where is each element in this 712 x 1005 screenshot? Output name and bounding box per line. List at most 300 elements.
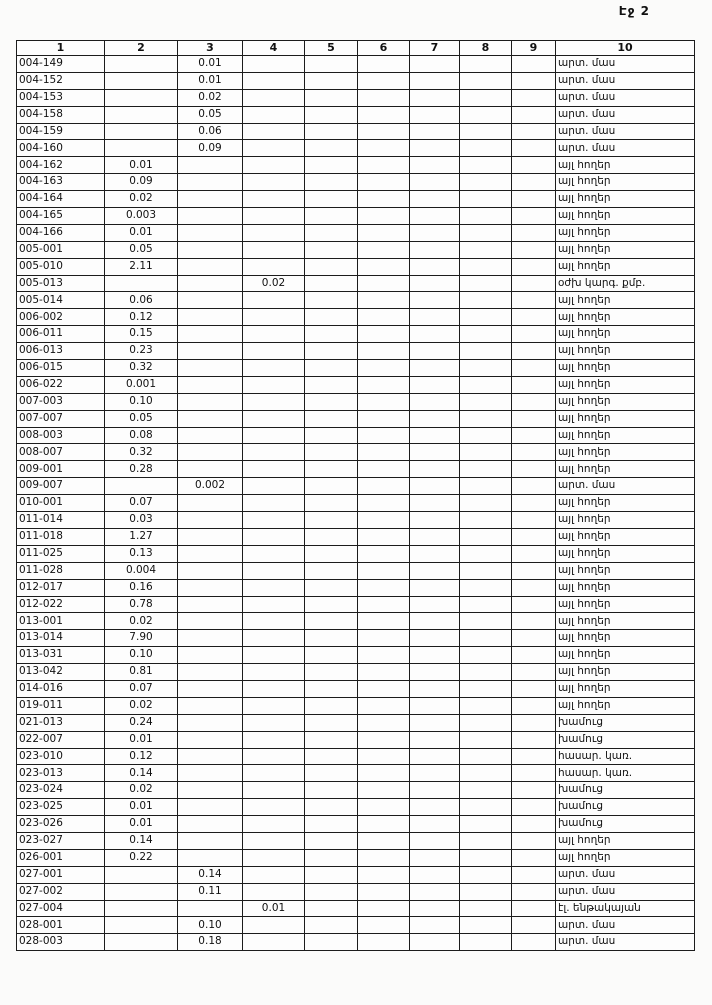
value-cell: 2.11	[105, 258, 178, 275]
column-header: 10	[556, 41, 695, 56]
value-cell	[178, 343, 243, 360]
parcel-code-cell: 004-149	[17, 56, 105, 73]
table-row	[17, 106, 695, 123]
value-cell	[460, 241, 512, 258]
land-category-cell: այլ հողեր	[556, 326, 695, 343]
land-category-cell: այլ հողեր	[556, 680, 695, 697]
table-row	[17, 224, 695, 241]
value-cell	[410, 630, 460, 647]
table-row	[17, 72, 695, 89]
land-category-cell: այլ հողեր	[556, 647, 695, 664]
value-cell	[358, 647, 410, 664]
parcel-code-cell: 011-028	[17, 562, 105, 579]
value-cell	[512, 89, 556, 106]
value-cell	[358, 360, 410, 377]
land-category-cell: այլ հողեր	[556, 393, 695, 410]
column-header: 2	[105, 41, 178, 56]
value-cell	[358, 191, 410, 208]
value-cell	[178, 444, 243, 461]
value-cell	[358, 545, 410, 562]
parcel-code-cell: 004-163	[17, 174, 105, 191]
value-cell	[512, 360, 556, 377]
value-cell	[512, 410, 556, 427]
value-cell	[305, 714, 358, 731]
value-cell	[512, 596, 556, 613]
value-cell	[105, 140, 178, 157]
value-cell	[243, 427, 305, 444]
table-row	[17, 799, 695, 816]
value-cell	[305, 528, 358, 545]
value-cell	[358, 579, 410, 596]
value-cell	[460, 596, 512, 613]
value-cell	[460, 731, 512, 748]
table-row	[17, 326, 695, 343]
table-row	[17, 528, 695, 545]
value-cell	[105, 917, 178, 934]
value-cell	[243, 140, 305, 157]
value-cell	[460, 934, 512, 951]
value-cell	[358, 900, 410, 917]
value-cell	[178, 613, 243, 630]
value-cell	[305, 292, 358, 309]
value-cell	[410, 731, 460, 748]
land-category-cell: էլ. ենթակայան	[556, 900, 695, 917]
value-cell	[460, 292, 512, 309]
value-cell	[178, 208, 243, 225]
parcel-code-cell: 013-031	[17, 647, 105, 664]
value-cell	[460, 697, 512, 714]
value-cell	[410, 900, 460, 917]
value-cell	[178, 224, 243, 241]
value-cell	[243, 241, 305, 258]
value-cell	[105, 106, 178, 123]
parcel-code-cell: 004-159	[17, 123, 105, 140]
parcel-code-cell: 023-025	[17, 799, 105, 816]
value-cell	[460, 326, 512, 343]
value-cell	[460, 123, 512, 140]
value-cell	[460, 360, 512, 377]
value-cell	[460, 528, 512, 545]
land-category-cell: այլ հողեր	[556, 495, 695, 512]
value-cell	[358, 309, 410, 326]
table-row	[17, 579, 695, 596]
value-cell	[243, 89, 305, 106]
land-category-cell: այլ հողեր	[556, 258, 695, 275]
value-cell: 0.004	[105, 562, 178, 579]
land-category-cell: խամուց	[556, 816, 695, 833]
value-cell	[410, 495, 460, 512]
value-cell	[305, 393, 358, 410]
value-cell	[460, 832, 512, 849]
value-cell	[243, 866, 305, 883]
land-category-cell: այլ հողեր	[556, 512, 695, 529]
value-cell	[358, 106, 410, 123]
value-cell	[243, 765, 305, 782]
table-row	[17, 140, 695, 157]
table-row	[17, 461, 695, 478]
value-cell	[305, 596, 358, 613]
data-table	[16, 40, 695, 951]
table-row	[17, 630, 695, 647]
value-cell	[358, 89, 410, 106]
value-cell	[410, 376, 460, 393]
value-cell	[243, 816, 305, 833]
value-cell	[512, 56, 556, 73]
value-cell	[305, 647, 358, 664]
value-cell	[305, 461, 358, 478]
value-cell	[243, 782, 305, 799]
value-cell	[460, 545, 512, 562]
value-cell	[178, 562, 243, 579]
value-cell	[178, 326, 243, 343]
table-row	[17, 478, 695, 495]
land-category-cell: արտ. մաս	[556, 56, 695, 73]
value-cell: 0.12	[105, 748, 178, 765]
value-cell	[358, 883, 410, 900]
value-cell	[358, 478, 410, 495]
value-cell	[243, 191, 305, 208]
value-cell	[460, 664, 512, 681]
value-cell	[460, 799, 512, 816]
value-cell: 1.27	[105, 528, 178, 545]
value-cell	[305, 106, 358, 123]
table-row	[17, 123, 695, 140]
value-cell	[512, 123, 556, 140]
table-row	[17, 241, 695, 258]
land-category-cell: այլ հողեր	[556, 208, 695, 225]
value-cell	[178, 748, 243, 765]
value-cell	[305, 191, 358, 208]
table-row	[17, 816, 695, 833]
value-cell	[410, 562, 460, 579]
value-cell	[410, 934, 460, 951]
land-category-cell: այլ հողեր	[556, 832, 695, 849]
table-row	[17, 208, 695, 225]
value-cell	[512, 917, 556, 934]
value-cell	[358, 731, 410, 748]
value-cell	[410, 191, 460, 208]
value-cell	[305, 89, 358, 106]
value-cell	[243, 258, 305, 275]
land-category-cell: օժխ կարգ. քմբ.	[556, 275, 695, 292]
value-cell	[358, 72, 410, 89]
column-header: 1	[17, 41, 105, 56]
value-cell	[305, 360, 358, 377]
value-cell: 0.002	[178, 478, 243, 495]
value-cell	[305, 512, 358, 529]
value-cell	[512, 224, 556, 241]
value-cell	[305, 866, 358, 883]
value-cell	[410, 799, 460, 816]
parcel-code-cell: 021-013	[17, 714, 105, 731]
value-cell	[358, 157, 410, 174]
value-cell	[305, 309, 358, 326]
value-cell	[460, 461, 512, 478]
value-cell	[178, 900, 243, 917]
parcel-code-cell: 006-022	[17, 376, 105, 393]
value-cell	[305, 427, 358, 444]
value-cell	[358, 258, 410, 275]
parcel-code-cell: 004-158	[17, 106, 105, 123]
table-row	[17, 410, 695, 427]
value-cell	[460, 224, 512, 241]
value-cell	[305, 579, 358, 596]
value-cell	[410, 174, 460, 191]
value-cell	[358, 140, 410, 157]
land-category-cell: այլ հողեր	[556, 545, 695, 562]
value-cell: 0.14	[105, 832, 178, 849]
value-cell	[512, 292, 556, 309]
value-cell	[358, 849, 410, 866]
value-cell	[243, 224, 305, 241]
value-cell: 0.01	[105, 157, 178, 174]
parcel-code-cell: 004-152	[17, 72, 105, 89]
value-cell	[178, 410, 243, 427]
value-cell	[178, 309, 243, 326]
land-category-cell: արտ. մաս	[556, 106, 695, 123]
value-cell	[410, 765, 460, 782]
parcel-code-cell: 013-001	[17, 613, 105, 630]
value-cell	[512, 731, 556, 748]
value-cell	[460, 410, 512, 427]
value-cell	[178, 697, 243, 714]
value-cell	[305, 208, 358, 225]
land-category-cell: այլ հողեր	[556, 224, 695, 241]
parcel-code-cell: 006-013	[17, 343, 105, 360]
value-cell	[410, 106, 460, 123]
land-category-cell: արտ. մաս	[556, 866, 695, 883]
value-cell	[460, 275, 512, 292]
value-cell	[178, 596, 243, 613]
parcel-code-cell: 011-014	[17, 512, 105, 529]
land-category-cell: այլ հողեր	[556, 664, 695, 681]
value-cell: 0.03	[105, 512, 178, 529]
value-cell	[105, 123, 178, 140]
parcel-code-cell: 008-007	[17, 444, 105, 461]
table-row	[17, 393, 695, 410]
value-cell	[243, 934, 305, 951]
value-cell	[460, 562, 512, 579]
value-cell	[305, 731, 358, 748]
value-cell	[358, 714, 410, 731]
value-cell	[305, 140, 358, 157]
value-cell	[460, 647, 512, 664]
value-cell	[512, 140, 556, 157]
table-row	[17, 596, 695, 613]
value-cell	[460, 883, 512, 900]
value-cell	[358, 782, 410, 799]
value-cell	[178, 714, 243, 731]
value-cell	[243, 478, 305, 495]
value-cell	[512, 72, 556, 89]
value-cell	[460, 478, 512, 495]
value-cell	[358, 241, 410, 258]
value-cell	[512, 241, 556, 258]
value-cell	[460, 157, 512, 174]
land-category-cell: այլ հողեր	[556, 596, 695, 613]
value-cell: 0.12	[105, 309, 178, 326]
value-cell: 0.16	[105, 579, 178, 596]
value-cell	[512, 579, 556, 596]
parcel-code-cell: 011-018	[17, 528, 105, 545]
land-category-cell: այլ հողեր	[556, 630, 695, 647]
value-cell	[243, 647, 305, 664]
land-category-cell: այլ հողեր	[556, 157, 695, 174]
value-cell	[178, 579, 243, 596]
parcel-code-cell: 023-013	[17, 765, 105, 782]
value-cell: 0.02	[105, 613, 178, 630]
value-cell	[358, 799, 410, 816]
value-cell	[243, 596, 305, 613]
table-body	[17, 56, 695, 951]
value-cell	[512, 866, 556, 883]
value-cell	[512, 900, 556, 917]
land-category-cell: այլ հողեր	[556, 309, 695, 326]
table-row	[17, 765, 695, 782]
value-cell	[512, 748, 556, 765]
value-cell: 0.11	[178, 883, 243, 900]
value-cell	[243, 360, 305, 377]
land-category-cell: այլ հողեր	[556, 613, 695, 630]
value-cell	[410, 275, 460, 292]
value-cell: 0.06	[105, 292, 178, 309]
parcel-code-cell: 026-001	[17, 849, 105, 866]
column-header: 9	[512, 41, 556, 56]
value-cell: 0.02	[243, 275, 305, 292]
value-cell	[243, 697, 305, 714]
value-cell: 0.05	[178, 106, 243, 123]
value-cell	[358, 934, 410, 951]
parcel-code-cell: 004-153	[17, 89, 105, 106]
value-cell	[358, 832, 410, 849]
value-cell	[178, 545, 243, 562]
value-cell: 0.13	[105, 545, 178, 562]
land-category-cell: այլ հողեր	[556, 461, 695, 478]
column-header: 7	[410, 41, 460, 56]
parcel-code-cell: 011-025	[17, 545, 105, 562]
value-cell	[512, 106, 556, 123]
value-cell	[460, 495, 512, 512]
value-cell	[410, 647, 460, 664]
value-cell	[512, 258, 556, 275]
table-row	[17, 427, 695, 444]
value-cell	[105, 72, 178, 89]
value-cell	[178, 664, 243, 681]
value-cell	[358, 224, 410, 241]
value-cell	[178, 174, 243, 191]
value-cell	[410, 613, 460, 630]
parcel-code-cell: 028-003	[17, 934, 105, 951]
table-row	[17, 56, 695, 73]
value-cell	[243, 461, 305, 478]
value-cell	[178, 495, 243, 512]
value-cell	[512, 697, 556, 714]
value-cell	[410, 292, 460, 309]
value-cell	[460, 309, 512, 326]
table-row	[17, 89, 695, 106]
parcel-code-cell: 004-165	[17, 208, 105, 225]
table-header	[17, 41, 695, 56]
parcel-code-cell: 013-014	[17, 630, 105, 647]
value-cell	[305, 917, 358, 934]
land-category-cell: արտ. մաս	[556, 89, 695, 106]
value-cell: 0.02	[178, 89, 243, 106]
table-row	[17, 275, 695, 292]
value-cell	[178, 528, 243, 545]
land-category-cell: այլ հողեր	[556, 360, 695, 377]
column-header: 6	[358, 41, 410, 56]
value-cell	[460, 427, 512, 444]
value-cell	[410, 89, 460, 106]
land-category-cell: արտ. մաս	[556, 917, 695, 934]
parcel-code-cell: 022-007	[17, 731, 105, 748]
value-cell	[305, 664, 358, 681]
value-cell	[243, 849, 305, 866]
value-cell	[243, 410, 305, 427]
value-cell	[243, 512, 305, 529]
value-cell	[305, 934, 358, 951]
value-cell	[512, 528, 556, 545]
value-cell	[358, 461, 410, 478]
land-category-cell: այլ հողեր	[556, 376, 695, 393]
value-cell	[410, 140, 460, 157]
value-cell: 0.09	[178, 140, 243, 157]
value-cell	[243, 799, 305, 816]
value-cell	[512, 427, 556, 444]
value-cell	[410, 444, 460, 461]
land-category-cell: այլ հողեր	[556, 444, 695, 461]
value-cell	[512, 883, 556, 900]
value-cell	[460, 258, 512, 275]
value-cell	[460, 765, 512, 782]
parcel-code-cell: 008-003	[17, 427, 105, 444]
value-cell	[460, 444, 512, 461]
land-category-cell: արտ. մաս	[556, 72, 695, 89]
value-cell	[178, 647, 243, 664]
parcel-code-cell: 004-160	[17, 140, 105, 157]
value-cell	[305, 258, 358, 275]
value-cell	[243, 630, 305, 647]
value-cell: 0.28	[105, 461, 178, 478]
value-cell	[305, 343, 358, 360]
parcel-code-cell: 009-001	[17, 461, 105, 478]
value-cell: 0.32	[105, 444, 178, 461]
value-cell	[460, 89, 512, 106]
parcel-code-cell: 012-022	[17, 596, 105, 613]
parcel-code-cell: 004-162	[17, 157, 105, 174]
value-cell: 0.05	[105, 410, 178, 427]
table-row	[17, 376, 695, 393]
value-cell	[512, 208, 556, 225]
value-cell	[410, 258, 460, 275]
land-category-cell: հասար. կառ.	[556, 748, 695, 765]
value-cell	[460, 714, 512, 731]
parcel-code-cell: 012-017	[17, 579, 105, 596]
value-cell	[512, 849, 556, 866]
value-cell	[460, 393, 512, 410]
value-cell	[243, 579, 305, 596]
value-cell	[460, 866, 512, 883]
value-cell	[358, 444, 410, 461]
value-cell	[358, 208, 410, 225]
value-cell	[178, 157, 243, 174]
value-cell	[305, 495, 358, 512]
value-cell	[178, 731, 243, 748]
value-cell	[243, 208, 305, 225]
column-header: 8	[460, 41, 512, 56]
parcel-code-cell: 023-027	[17, 832, 105, 849]
value-cell: 0.08	[105, 427, 178, 444]
